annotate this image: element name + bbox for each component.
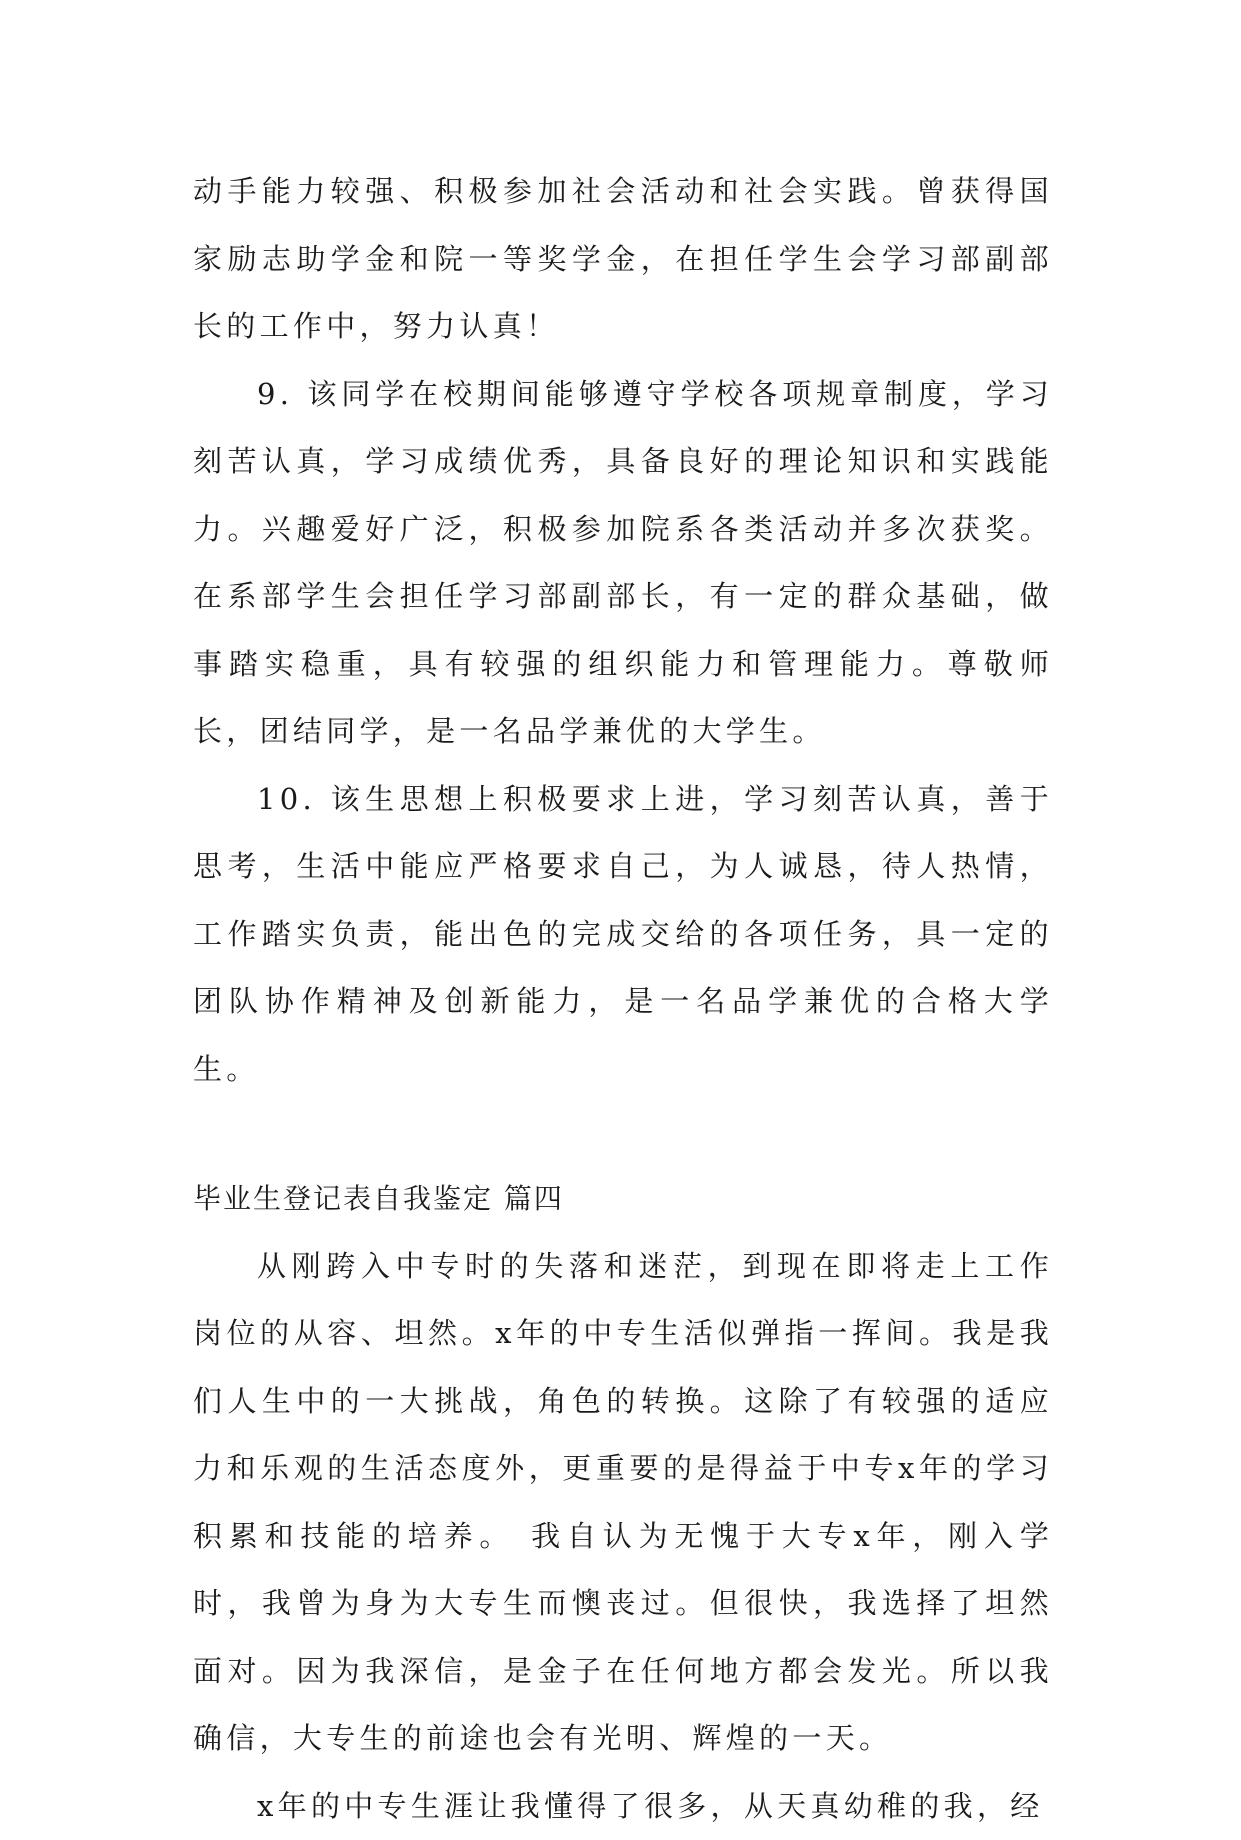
document-page [193,158,1053,1840]
paragraph-body-1: 从刚跨入中专时的失落和迷茫，到现在即将走上工作岗位的从容、坦然。x年的中专生活似弹指一挥间。我是我们人生中的一大挑战，角色的转换。这除了有较强的适应力和乐观的生活态度外，更重要的是得益于中专x年的学习积累和技能的培养。 我自认为无愧于大专x年，刚入学时，我曾为身为大专生而懊丧过。但很快，我选择了坦然面对。因为我深信，是金子在任何地方都会发光。所以我确信，大专生的前途也会有光明、辉煌的一天。 [193,1233,1053,1773]
paragraph-item-10: 10. 该生思想上积极要求上进，学习刻苦认真，善于思考，生活中能应严格要求自己，为人诚恳，待人热情，工作踏实负责，能出色的完成交给的各项任务，具一定的团队协作精神及创新能力，是一名品学兼优的合格大学生。 [193,766,1053,1104]
paragraph-continuation: 动手能力较强、积极参加社会活动和社会实践。曾获得国家励志助学金和院一等奖学金，在担任学生会学习部副部长的工作中，努力认真！ [193,158,1053,361]
section-heading: 毕业生登记表自我鉴定 篇四 [193,1165,1053,1233]
paragraph-item-9: 9. 该同学在校期间能够遵守学校各项规章制度，学习刻苦认真，学习成绩优秀，具备良好的理论知识和实践能力。兴趣爱好广泛，积极参加院系各类活动并多次获奖。在系部学生会担任学习部副部长，有一定的群众基础，做事踏实稳重，具有较强的组织能力和管理能力。尊敬师长，团结同学，是一名品学兼优的大学生。 [193,361,1053,766]
paragraph-body-2: x年的中专生涯让我懂得了很多，从天真幼稚的我，经 [193,1773,1053,1840]
